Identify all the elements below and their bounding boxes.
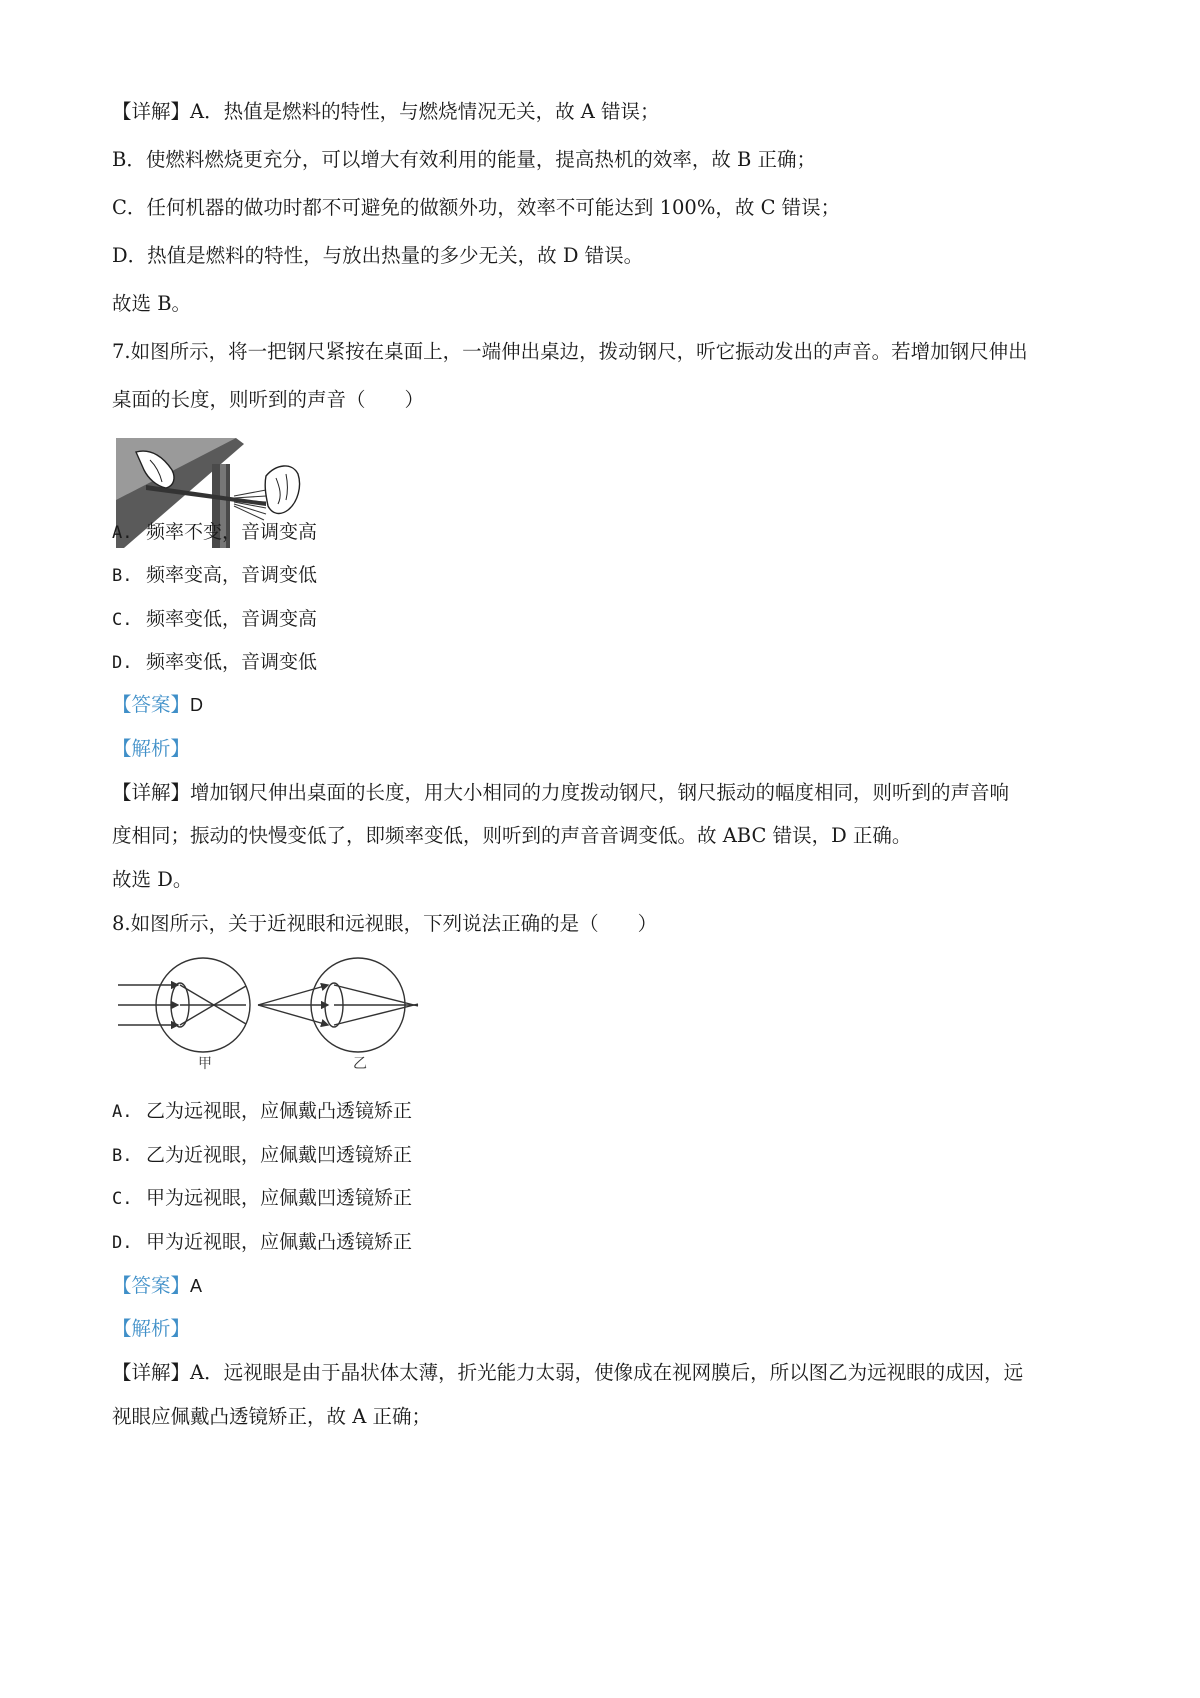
q7-analysis-tag: 【解析】 xyxy=(112,737,191,760)
answer-value: A xyxy=(190,1276,203,1296)
answer-value: D xyxy=(190,695,204,715)
q7-option-d: D. 频率变低，音调变低 xyxy=(112,651,318,673)
q7-option-c: C. 频率变低，音调变高 xyxy=(112,608,318,630)
label-yi: 乙 xyxy=(353,1056,367,1072)
q8-option-c: C. 甲为远视眼，应佩戴凹透镜矫正 xyxy=(112,1187,413,1209)
q7-stem-line2: 桌面的长度，则听到的声音（ ） xyxy=(112,388,425,411)
q7-detail-line2: 度相同；振动的快慢变低了，即频率变低，则听到的声音音调变低。故 ABC 错误，D 正确。 xyxy=(112,824,912,847)
label-jia: 甲 xyxy=(198,1056,212,1072)
q6-detail-a: 【详解】A．热值是燃料的特性，与燃烧情况无关，故 A 错误； xyxy=(112,100,660,123)
q8-option-b: B. 乙为近视眼，应佩戴凹透镜矫正 xyxy=(112,1144,413,1166)
q6-detail-b: B．使燃料燃烧更充分，可以增大有效利用的能量，提高热机的效率，故 B 正确； xyxy=(112,148,817,171)
q7-detail-line1: 【详解】增加钢尺伸出桌面的长度，用大小相同的力度拨动钢尺，钢尺振动的幅度相同，则听到的声音响 xyxy=(112,781,1010,804)
q8-option-d: D. 甲为近视眼，应佩戴凸透镜矫正 xyxy=(112,1231,413,1253)
q6-detail-c: C．任何机器的做功时都不可避免的做额外功，效率不可能达到 100%，故 C 错误； xyxy=(112,196,841,219)
q6-conclusion: 故选 B。 xyxy=(112,292,192,315)
q7-answer xyxy=(112,691,203,719)
q8-analysis-tag: 【解析】 xyxy=(112,1317,191,1340)
q8-option-a: A. 乙为远视眼，应佩戴凸透镜矫正 xyxy=(112,1100,413,1122)
q8-eye-figure xyxy=(118,950,438,1074)
q6-detail-d: D．热值是燃料的特性，与放出热量的多少无关，故 D 错误。 xyxy=(112,244,644,267)
eye-jia xyxy=(118,958,250,1052)
eye-yi xyxy=(258,958,418,1052)
q7-option-b: B. 频率变高，音调变低 xyxy=(112,564,318,586)
answer-tag: 【答案】 xyxy=(112,1274,191,1297)
q7-conclusion: 故选 D。 xyxy=(112,868,193,891)
q8-detail-line2: 视眼应佩戴凸透镜矫正，故 A 正确； xyxy=(112,1405,431,1428)
q8-answer xyxy=(112,1272,202,1300)
q7-stem-line1: 7.如图所示，将一把钢尺紧按在桌面上，一端伸出桌边，拨动钢尺，听它振动发出的声音。若增加钢尺伸出 xyxy=(112,340,1028,363)
q7-option-a: A. 频率不变，音调变高 xyxy=(112,521,318,543)
q8-detail-line1: 【详解】A．远视眼是由于晶状体太薄，折光能力太弱，使像成在视网膜后，所以图乙为远视眼的成因，远 xyxy=(112,1361,1024,1384)
answer-tag: 【答案】 xyxy=(112,693,191,716)
q8-stem: 8.如图所示，关于近视眼和远视眼，下列说法正确的是（ ） xyxy=(112,912,658,935)
